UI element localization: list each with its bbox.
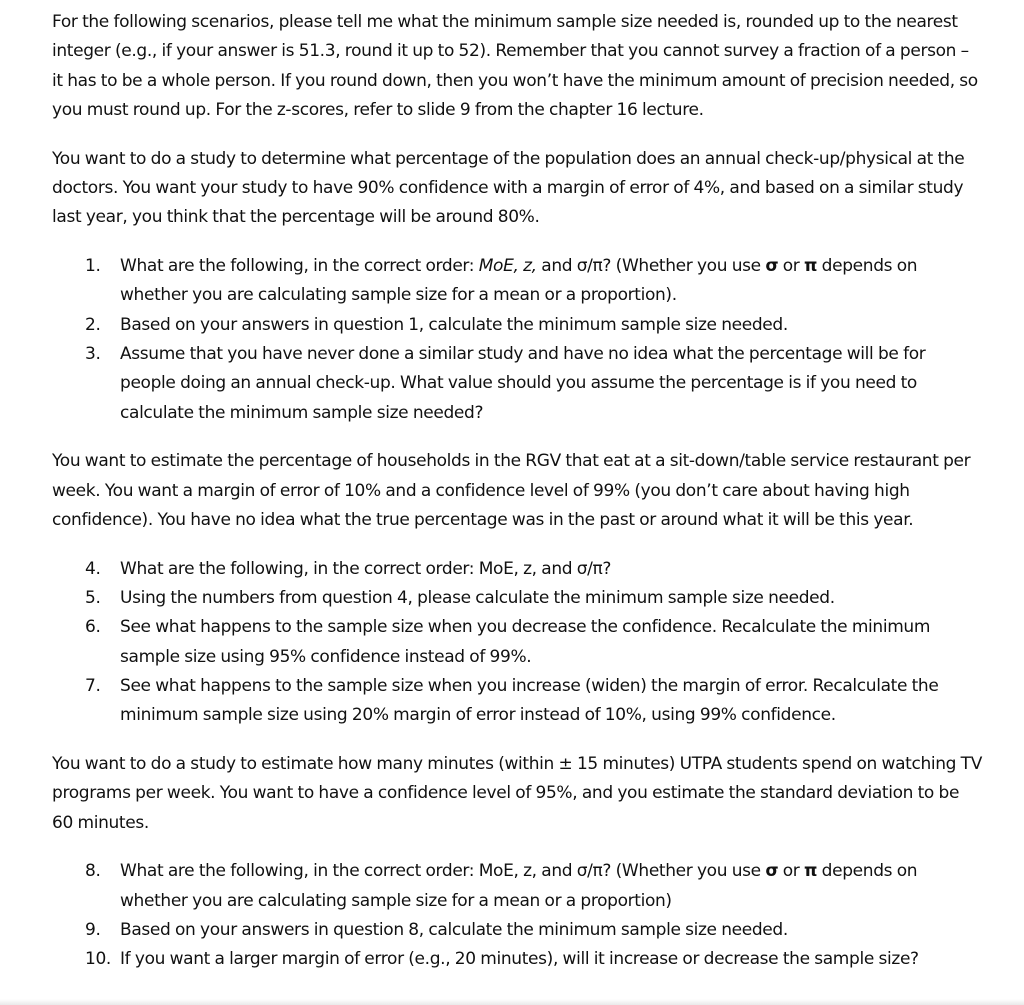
scenario-3-paragraph: You want to do a study to estimate how many minutes (within ± 15 minutes) UTPA students spend on watching TV programs per week. You want to have a confidence level of 95%, and you estimate the standard deviation to be 60 minutes. (52, 754, 982, 833)
question-text: What are the following, in the correct order: MoE, z, and σ/π? (120, 558, 612, 579)
question-number: 2. (85, 314, 101, 335)
question-text-pre: What are the following, in the correct order: (120, 256, 479, 277)
scenario-3-questions (52, 857, 982, 974)
question-number: 9. (85, 920, 101, 941)
question-number: 3. (85, 343, 101, 364)
question-text: If you want a larger margin of error (e.g., 20 minutes), will it increase or decrease the sample size? (120, 949, 919, 970)
question-item (52, 555, 982, 584)
question-text-mid: and σ/π? (Whether you use (536, 256, 766, 277)
sigma-symbol: σ (765, 861, 779, 882)
question-text-or: or (778, 861, 805, 882)
question-text: See what happens to the sample size when you increase (widen) the margin of error. Recalculate the minimum sample size using 20% margin of error instead of 10%, using 99% confidence. (120, 675, 939, 726)
question-item (52, 945, 982, 974)
question-number: 4. (85, 558, 101, 579)
question-item (52, 916, 982, 945)
intro-paragraph: For the following scenarios, please tell me what the minimum sample size needed is, rounded up to the nearest integer (e.g., if your answer is 51.3, round it up to 52). Remember that you cannot survey a fraction of a person – it has to be a whole person. If you round down, then you won’t have the minimum amount of precision needed, so you must round up. For the z-scores, refer to slide 9 from the chapter 16 lecture. (52, 12, 978, 120)
question-text: Based on your answers in question 8, calculate the minimum sample size needed. (120, 920, 788, 941)
question-number: 6. (85, 617, 101, 638)
scenario-2-questions (52, 555, 982, 731)
question-number: 8. (85, 861, 101, 882)
document-page (52, 8, 982, 994)
question-text-italic: MoE, z, (478, 256, 537, 277)
question-text: Assume that you have never done a similar study and have no idea what the percentage will be for people doing an annual check-up. What value should you assume the percentage is if you need to calculate the minimum sample size needed? (120, 343, 926, 423)
question-text-post: depends on whether you are calculating sample size for a mean or a proportion) (120, 861, 918, 911)
question-item (52, 613, 982, 672)
question-text-post: depends on whether you are calculating sample size for a mean or a proportion). (120, 256, 918, 306)
scenario-2-paragraph: You want to estimate the percentage of households in the RGV that eat at a sit-down/table service restaurant per week. You want a margin of error of 10% and a confidence level of 99% (you don’t care about having high confidence). You have no idea what the true percentage was in the past or around what it will be this year. (52, 451, 971, 530)
question-number: 1. (85, 256, 101, 277)
question-item (52, 311, 982, 340)
page-bottom-edge (0, 999, 1024, 1005)
scenario-1-questions (52, 252, 982, 428)
question-number: 5. (85, 588, 101, 609)
question-item (52, 584, 982, 613)
sigma-symbol: σ (765, 256, 779, 277)
question-item (52, 672, 982, 731)
pi-symbol: π (804, 861, 818, 882)
question-text: Using the numbers from question 4, please calculate the minimum sample size needed. (120, 588, 835, 609)
scenario-1-paragraph: You want to do a study to determine what percentage of the population does an annual check-up/physical at the doctors. You want your study to have 90% confidence with a margin of error of 4%, and based on a similar study last year, you think that the percentage will be around 80%. (52, 148, 965, 228)
question-text: Based on your answers in question 1, calculate the minimum sample size needed. (120, 314, 788, 335)
pi-symbol: π (804, 256, 818, 277)
question-text: See what happens to the sample size when you decrease the confidence. Recalculate the minimum sample size using 95% confidence instead of 99%. (120, 617, 931, 667)
question-number: 7. (85, 675, 101, 696)
question-text-or: or (778, 256, 805, 277)
question-number: 10. (85, 949, 111, 970)
question-text-pre: What are the following, in the correct order: MoE, z, and σ/π? (Whether you use (120, 861, 766, 882)
question-item (52, 857, 982, 916)
question-item (52, 252, 982, 311)
question-item (52, 340, 982, 428)
